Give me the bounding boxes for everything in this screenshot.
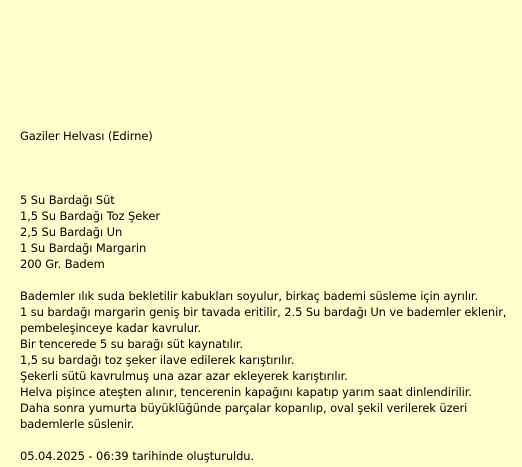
instruction-step: Şekerli sütü kavrulmuş una azar azar ekleyerek karıştırılır. [20, 369, 348, 383]
instruction-step: 1 su bardağı margarin geniş bir tavada eritilir, 2.5 Su bardağı Un ve bademler eklenir, pembeleşinceye kadar kavrulur. [20, 305, 507, 335]
recipe-title: Gaziler Helvası (Edirne) [20, 129, 153, 143]
ingredient-item: 1,5 Su Bardağı Toz Şeker [20, 209, 160, 223]
ingredient-item: 200 Gr. Badem [20, 257, 105, 271]
ingredient-item: 5 Su Bardağı Süt [20, 193, 115, 207]
instruction-list [20, 288, 510, 432]
ingredient-list [20, 192, 160, 272]
ingredient-item: 1 Su Bardağı Margarin [20, 241, 147, 255]
instruction-step: 1,5 su bardağı toz şeker ilave edilerek karıştırılır. [20, 353, 295, 367]
instruction-step: Helva pişince ateşten alınır, tencerenin kapağını kapatıp yarım saat dinlendirilir. [20, 385, 472, 399]
instruction-step: Daha sonra yumurta büyüklüğünde parçalar koparılıp, oval şekil verilerek üzeri bademlerle süslenir. [20, 401, 468, 431]
created-timestamp: 05.04.2025 - 06:39 tarihinde oluşturuldu. [20, 449, 255, 463]
ingredient-item: 2,5 Su Bardağı Un [20, 225, 123, 239]
instruction-step: Bir tencerede 5 su barağı süt kaynatılır. [20, 337, 243, 351]
instruction-step: Bademler ılık suda bekletilir kabukları soyulur, birkaç bademi süsleme için ayrılır. [20, 289, 479, 303]
